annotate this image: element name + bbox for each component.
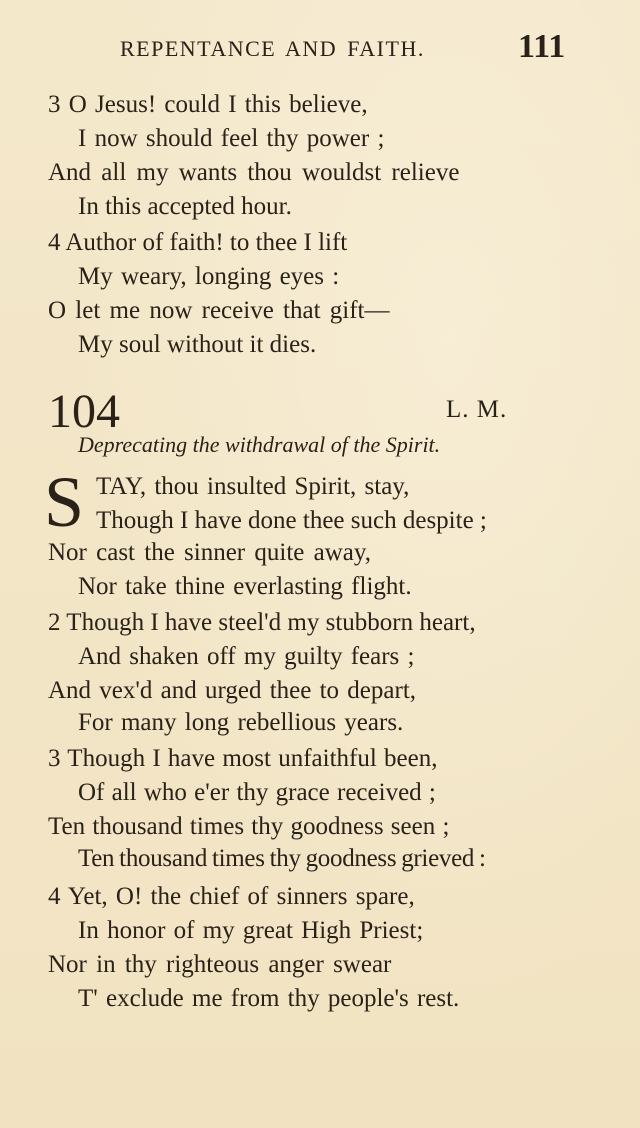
hymn-meter: L. M.	[446, 396, 508, 423]
verse-line: My soul without it dies.	[78, 331, 317, 358]
verse-line: Ten thousand times thy goodness grieved :	[78, 845, 486, 872]
verse-line: TAY, thou insulted Spirit, stay,	[96, 473, 410, 500]
verse-line: Nor take thine everlasting flight.	[78, 573, 412, 600]
page-header	[0, 28, 640, 78]
verse-line: And all my wants thou wouldst relieve	[48, 159, 460, 186]
verse-line: 4 Yet, O! the chief of sinners spare,	[48, 883, 415, 910]
verse-line: Of all who e'er thy grace received ;	[78, 779, 436, 806]
verse-line: For many long rebellious years.	[78, 709, 404, 736]
verse-line: T' exclude me from thy people's rest.	[78, 985, 460, 1012]
verse-line: And shaken off my guilty fears ;	[78, 643, 415, 670]
page-number: 111	[518, 28, 566, 65]
verse-line: Though I have done thee such despite ;	[96, 507, 487, 534]
verse-line: Ten thousand times thy goodness seen ;	[48, 813, 450, 840]
running-title: REPENTANCE AND FAITH.	[120, 36, 425, 61]
hymn-number: 104	[48, 385, 120, 438]
drop-cap: S	[44, 462, 85, 542]
hymn-subtitle: Deprecating the withdrawal of the Spirit.	[78, 432, 441, 457]
verse-line: In this accepted hour.	[78, 193, 292, 220]
verse-line: In honor of my great High Priest;	[78, 917, 424, 944]
verse-line: 3 O Jesus! could I this believe,	[48, 91, 368, 118]
verse-line: And vex'd and urged thee to depart,	[48, 677, 417, 704]
verse-line: Nor in thy righteous anger swear	[48, 951, 392, 978]
verse-line: 4 Author of faith! to thee I lift	[48, 229, 348, 256]
verse-line: 2 Though I have steel'd my stubborn heart,	[48, 609, 476, 636]
verse-line: Nor cast the sinner quite away,	[48, 539, 371, 566]
verse-line: O let me now receive that gift—	[48, 297, 390, 324]
verse-line: My weary, longing eyes :	[78, 263, 340, 290]
verse-line: I now should feel thy power ;	[78, 125, 385, 152]
verse-line: 3 Though I have most unfaithful been,	[48, 745, 438, 772]
